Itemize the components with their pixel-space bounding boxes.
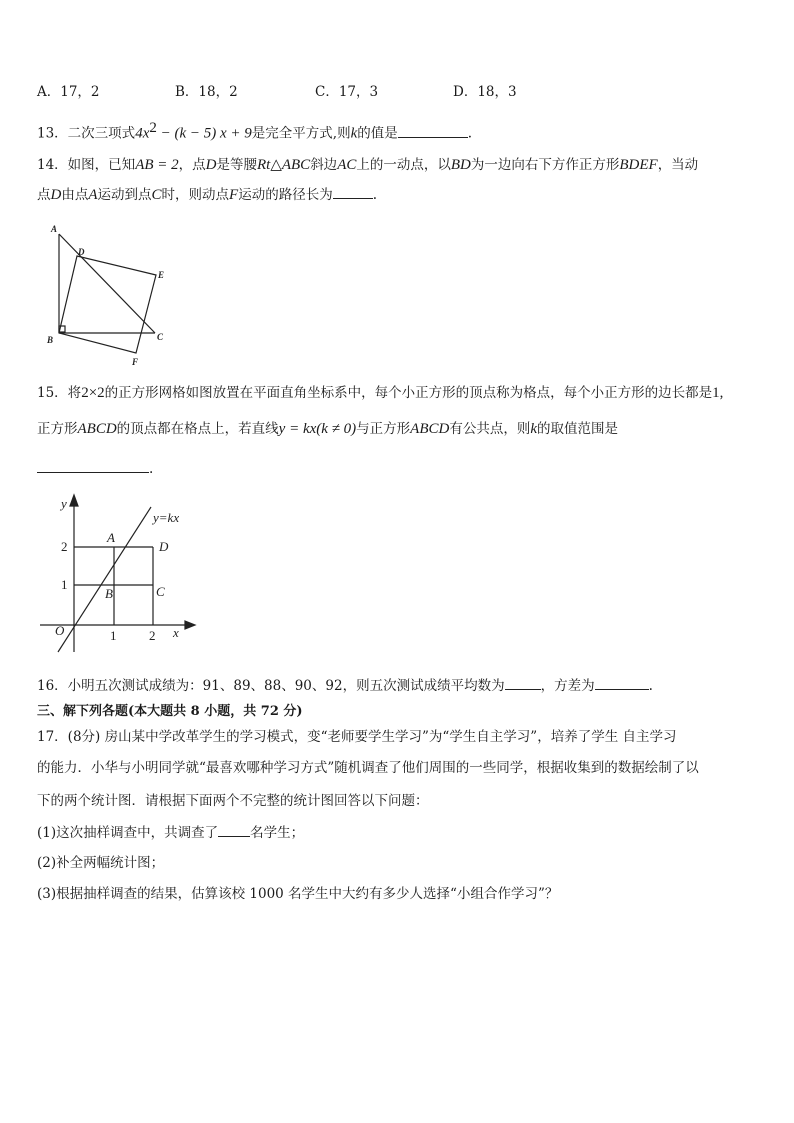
q15-math: 1, <box>712 385 724 401</box>
q14-text: ，当动 <box>657 157 699 173</box>
q15-text: 的取值范围是 <box>537 421 618 437</box>
label-a: A <box>51 224 58 234</box>
q17-answer-blank[interactable] <box>218 822 250 837</box>
label-line: y=kx <box>153 510 180 525</box>
q14-text: 14．如图，已知 <box>37 157 136 173</box>
q14-math: BD <box>450 157 471 173</box>
q16-end: . <box>648 678 653 694</box>
q16-text: ，方差为 <box>540 678 595 694</box>
label-f: F <box>132 357 139 367</box>
question-16 <box>37 675 653 696</box>
q15-math: 2×2 <box>81 385 105 401</box>
q14-math: D <box>205 157 217 173</box>
q14-text: 运动的路径长为 <box>238 187 333 203</box>
label-a: A <box>107 530 115 545</box>
label-origin: O <box>55 623 65 638</box>
side-ac <box>59 234 155 333</box>
q14-math: A <box>88 187 98 203</box>
q15-text: 有公共点，则 <box>449 421 531 437</box>
q14-text: 上的一动点，以 <box>356 157 451 173</box>
q15-text: 的顶点都在格点上，若直线 <box>116 421 279 437</box>
choice-a[interactable]: A．17，2 <box>37 84 100 100</box>
q15-math: ABCD <box>77 421 117 437</box>
q14-math: AB = 2 <box>135 157 179 173</box>
q14-math: C <box>151 187 162 203</box>
q17-part-1-text: 名学生； <box>250 825 305 841</box>
q16-variance-blank[interactable] <box>595 675 649 690</box>
q15-end: . <box>149 461 154 477</box>
choice-d[interactable]: D．18，3 <box>453 84 517 100</box>
q15-text: 与正方形 <box>356 421 411 437</box>
question-15-line-3 <box>37 458 153 479</box>
q13-tail: 的值是 <box>357 125 398 142</box>
q14-text: 运动到点 <box>97 187 152 203</box>
q13-expr-b: − (k − 5) x + 9 <box>156 125 252 142</box>
label-x-axis: x <box>173 625 179 640</box>
line-y-kx <box>58 507 151 652</box>
q17-part-3: (3)根据抽样调查的结果，估算该校 1000 名学生中大约有多少人选择“小组合作学习”？ <box>37 886 559 902</box>
q13-answer-blank[interactable] <box>398 123 468 138</box>
q14-math: AC <box>337 157 357 173</box>
q15-math: y = kx(k ≠ 0) <box>278 421 357 437</box>
q17-part-2: (2)补全两幅统计图； <box>37 855 165 871</box>
q15-math: k <box>530 421 537 437</box>
q15-text: 的正方形网格如图放置在平面直角坐标系中，每个小正方形的顶点称为格点，每个小正方形的边长都是 <box>104 385 713 401</box>
q16-mean-blank[interactable] <box>505 675 541 690</box>
y-axis-arrow <box>70 495 78 506</box>
label-y-axis: y <box>61 496 67 511</box>
q14-text: 点 <box>37 187 51 203</box>
q13-exponent: 2 <box>149 120 157 136</box>
q14-math: BDEF <box>619 157 658 173</box>
label-d: D <box>78 247 85 257</box>
tick-x-1: 1 <box>110 628 117 643</box>
q14-end: . <box>372 187 377 203</box>
q15-answer-blank[interactable] <box>37 458 149 473</box>
question-13 <box>37 118 472 144</box>
q13-number: 13．二次三项式 <box>37 125 136 142</box>
q15-text: 15．将 <box>37 385 82 401</box>
q13-end: . <box>467 125 473 142</box>
q17-line-2: 的能力．小华与小明同学就“最喜欢哪种学习方式”随机调查了他们周围的一些同学，根据收集到的数据绘制了以 <box>37 760 699 776</box>
label-c: C <box>156 584 165 599</box>
question-14-line-2 <box>37 184 377 205</box>
question-15-line-1 <box>37 383 723 403</box>
q17-line-1: 17．(8分) 房山某中学改革学生的学习模式，变“老师要学生学习”为“学生自主学习”，培养了学生 自主学习 <box>37 729 677 745</box>
q14-math: Rt△ABC <box>256 157 311 173</box>
q14-answer-blank[interactable] <box>333 184 373 199</box>
q16-text: 16．小明五次测试成绩为：91、89、88、90、92，则五次测试成绩平均数为 <box>37 678 505 694</box>
q14-text: 是等腰 <box>216 157 257 173</box>
q12-choices <box>37 82 517 102</box>
q14-text: 时，则动点 <box>161 187 230 203</box>
q17-part-1-text: (1)这次抽样调查中，共调查了 <box>37 825 219 841</box>
q15-math: ABCD <box>410 421 450 437</box>
question-15-line-2 <box>37 419 618 439</box>
q14-math: D <box>50 187 62 203</box>
q15-text: 正方形 <box>37 421 78 437</box>
label-c: C <box>157 332 164 342</box>
q17-part-1 <box>37 822 304 843</box>
x-axis-arrow <box>185 621 195 629</box>
q13-expr-a: 4x <box>135 125 150 142</box>
label-e: E <box>158 270 165 280</box>
label-d: D <box>159 539 169 554</box>
q14-text: 为一边向右下方作正方形 <box>470 157 620 173</box>
q14-text: ，点 <box>178 157 206 173</box>
q14-math: F <box>229 187 239 203</box>
q14-text: 斜边 <box>310 157 338 173</box>
q14-text: 由点 <box>61 187 89 203</box>
q15-figure <box>35 492 210 662</box>
choice-b[interactable]: B．18，2 <box>175 84 238 100</box>
q13-var: k <box>350 125 358 142</box>
square-bdef <box>59 256 156 353</box>
label-b: B <box>47 335 54 345</box>
choice-c[interactable]: C．17，3 <box>315 84 379 100</box>
q17-line-3: 下的两个统计图．请根据下面两个不完整的统计图回答以下问题： <box>37 793 429 809</box>
tick-x-2: 2 <box>149 628 156 643</box>
q14-figure <box>40 222 180 372</box>
question-14-line-1 <box>37 155 698 175</box>
q13-text: 是完全平方式,则 <box>251 125 351 142</box>
tick-y-1: 1 <box>61 577 68 592</box>
section-3-title: 三、解下列各题(本大题共 8 小题，共 72 分) <box>37 704 303 719</box>
tick-y-2: 2 <box>61 539 68 554</box>
label-b: B <box>105 586 113 601</box>
